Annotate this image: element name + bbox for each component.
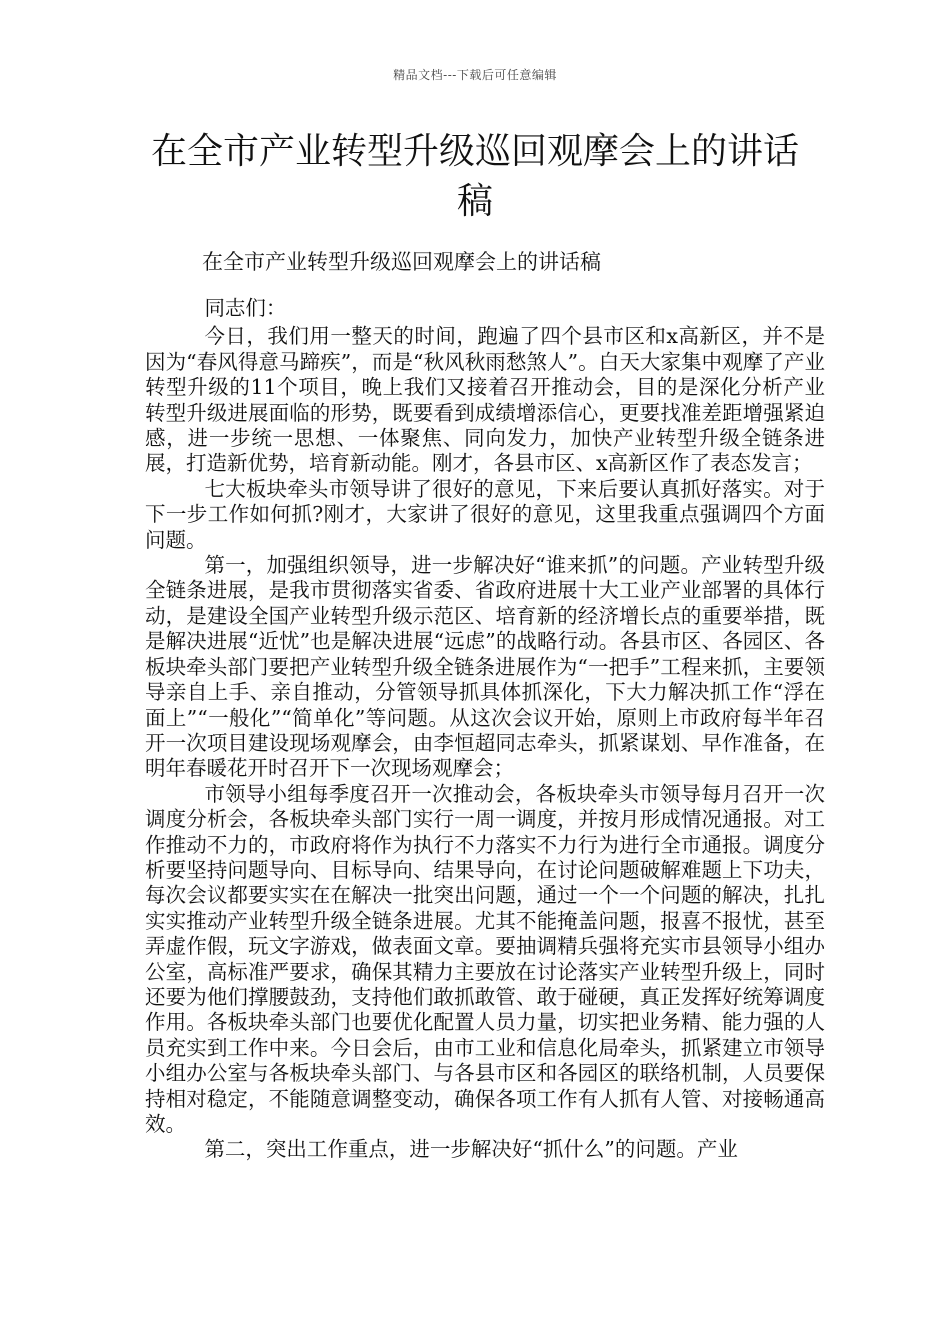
paragraph-4: 市领导小组每季度召开一次推动会，各板块牵头市领导每月召开一次调度分析会，各板块牵头部门实行一周一调度，并按月形成情况通报。对工作推动不力的，市政府将作为执行不力落实不力行为进行全市通报。调度分析要坚持问题导向、目标导向、结果导向，在讨论问题破解难题上下功夫，每次会议都要实实在在解决一批突出问题，通过一个一个问题的解决，扎扎实实推动产业转型升级全链条进展。尤其不能掩盖问题，报喜不报忧，甚至弄虚作假，玩文字游戏，做表面文章。要抽调精兵强将充实市县领导小组办公室，高标准严要求，确保其精力主要放在讨论落实产业转型升级上，同时还要为他们撑腰鼓劲，支持他们敢抓敢管、敢于碰硬，真正发挥好统筹调度作用。各板块牵头部门也要优化配置人员力量，切实把业务精、能力强的人员充实到工作中来。今日会后，由市工业和信息化局牵头，抓紧建立市领导小组办公室与各板块牵头部门、与各县市区和各园区的联络机制，人员要保持相对稳定，不能随意调整变动，确保各项工作有人抓有人管、对接畅通高效。 bbox=[145, 781, 825, 1136]
salutation: 同志们： bbox=[204, 296, 287, 320]
paragraph-3: 第一，加强组织领导，进一步解决好“谁来抓”的问题。产业转型升级全链条进展，是我市贯彻落实省委、省政府进展十大工业产业部署的具体行动，是建设全国产业转型升级示范区、培育新的经济增长点的重要举措，既是解决进展“近忧”也是解决进展“远虑”的战略行动。各县市区、各园区、各板块牵头部门要把产业转型升级全链条进展作为“一把手”工程来抓，主要领导亲自上手、亲自推动，分管领导抓具体抓深化，下大力解决抓工作“浮在面上”“一般化”“简单化”等问题。从这次会议开始，原则上市政府每半年召开一次项目建设现场观摩会，由李恒超同志牵头，抓紧谋划、早作准备，在明年春暖花开时召开下一次现场观摩会； bbox=[145, 553, 825, 781]
header-note: 精品文档---下载后可任意编辑 bbox=[393, 68, 557, 82]
document-body bbox=[145, 296, 825, 1163]
document-title: 在全市产业转型升级巡回观摩会上的讲话稿 bbox=[150, 131, 799, 222]
document-subtitle: 在全市产业转型升级巡回观摩会上的讲话稿 bbox=[202, 250, 601, 274]
paragraph-5: 第二，突出工作重点，进一步解决好“抓什么”的问题。产业 bbox=[204, 1137, 738, 1162]
paragraph-2: 七大板块牵头市领导讲了很好的意见，下来后要认真抓好落实。对于下一步工作如何抓?刚才，大家讲了很好的意见，这里我重点强调四个方面问题。 bbox=[145, 476, 825, 552]
paragraph-1: 今日，我们用一整天的时间，跑遍了四个县市区和x高新区，并不是因为“春风得意马蹄疾”，而是“秋风秋雨愁煞人”。白天大家集中观摩了产业转型升级的11个项目，晚上我们又接着召开推动会，目的是深化分析产业转型升级进展面临的形势，既要看到成绩增添信心，更要找准差距增强紧迫感，进一步统一思想、一体聚焦、同向发力，加快产业转型升级全链条进展，打造新优势，培育新动能。刚才，各县市区、x高新区作了表态发言； bbox=[145, 324, 825, 476]
